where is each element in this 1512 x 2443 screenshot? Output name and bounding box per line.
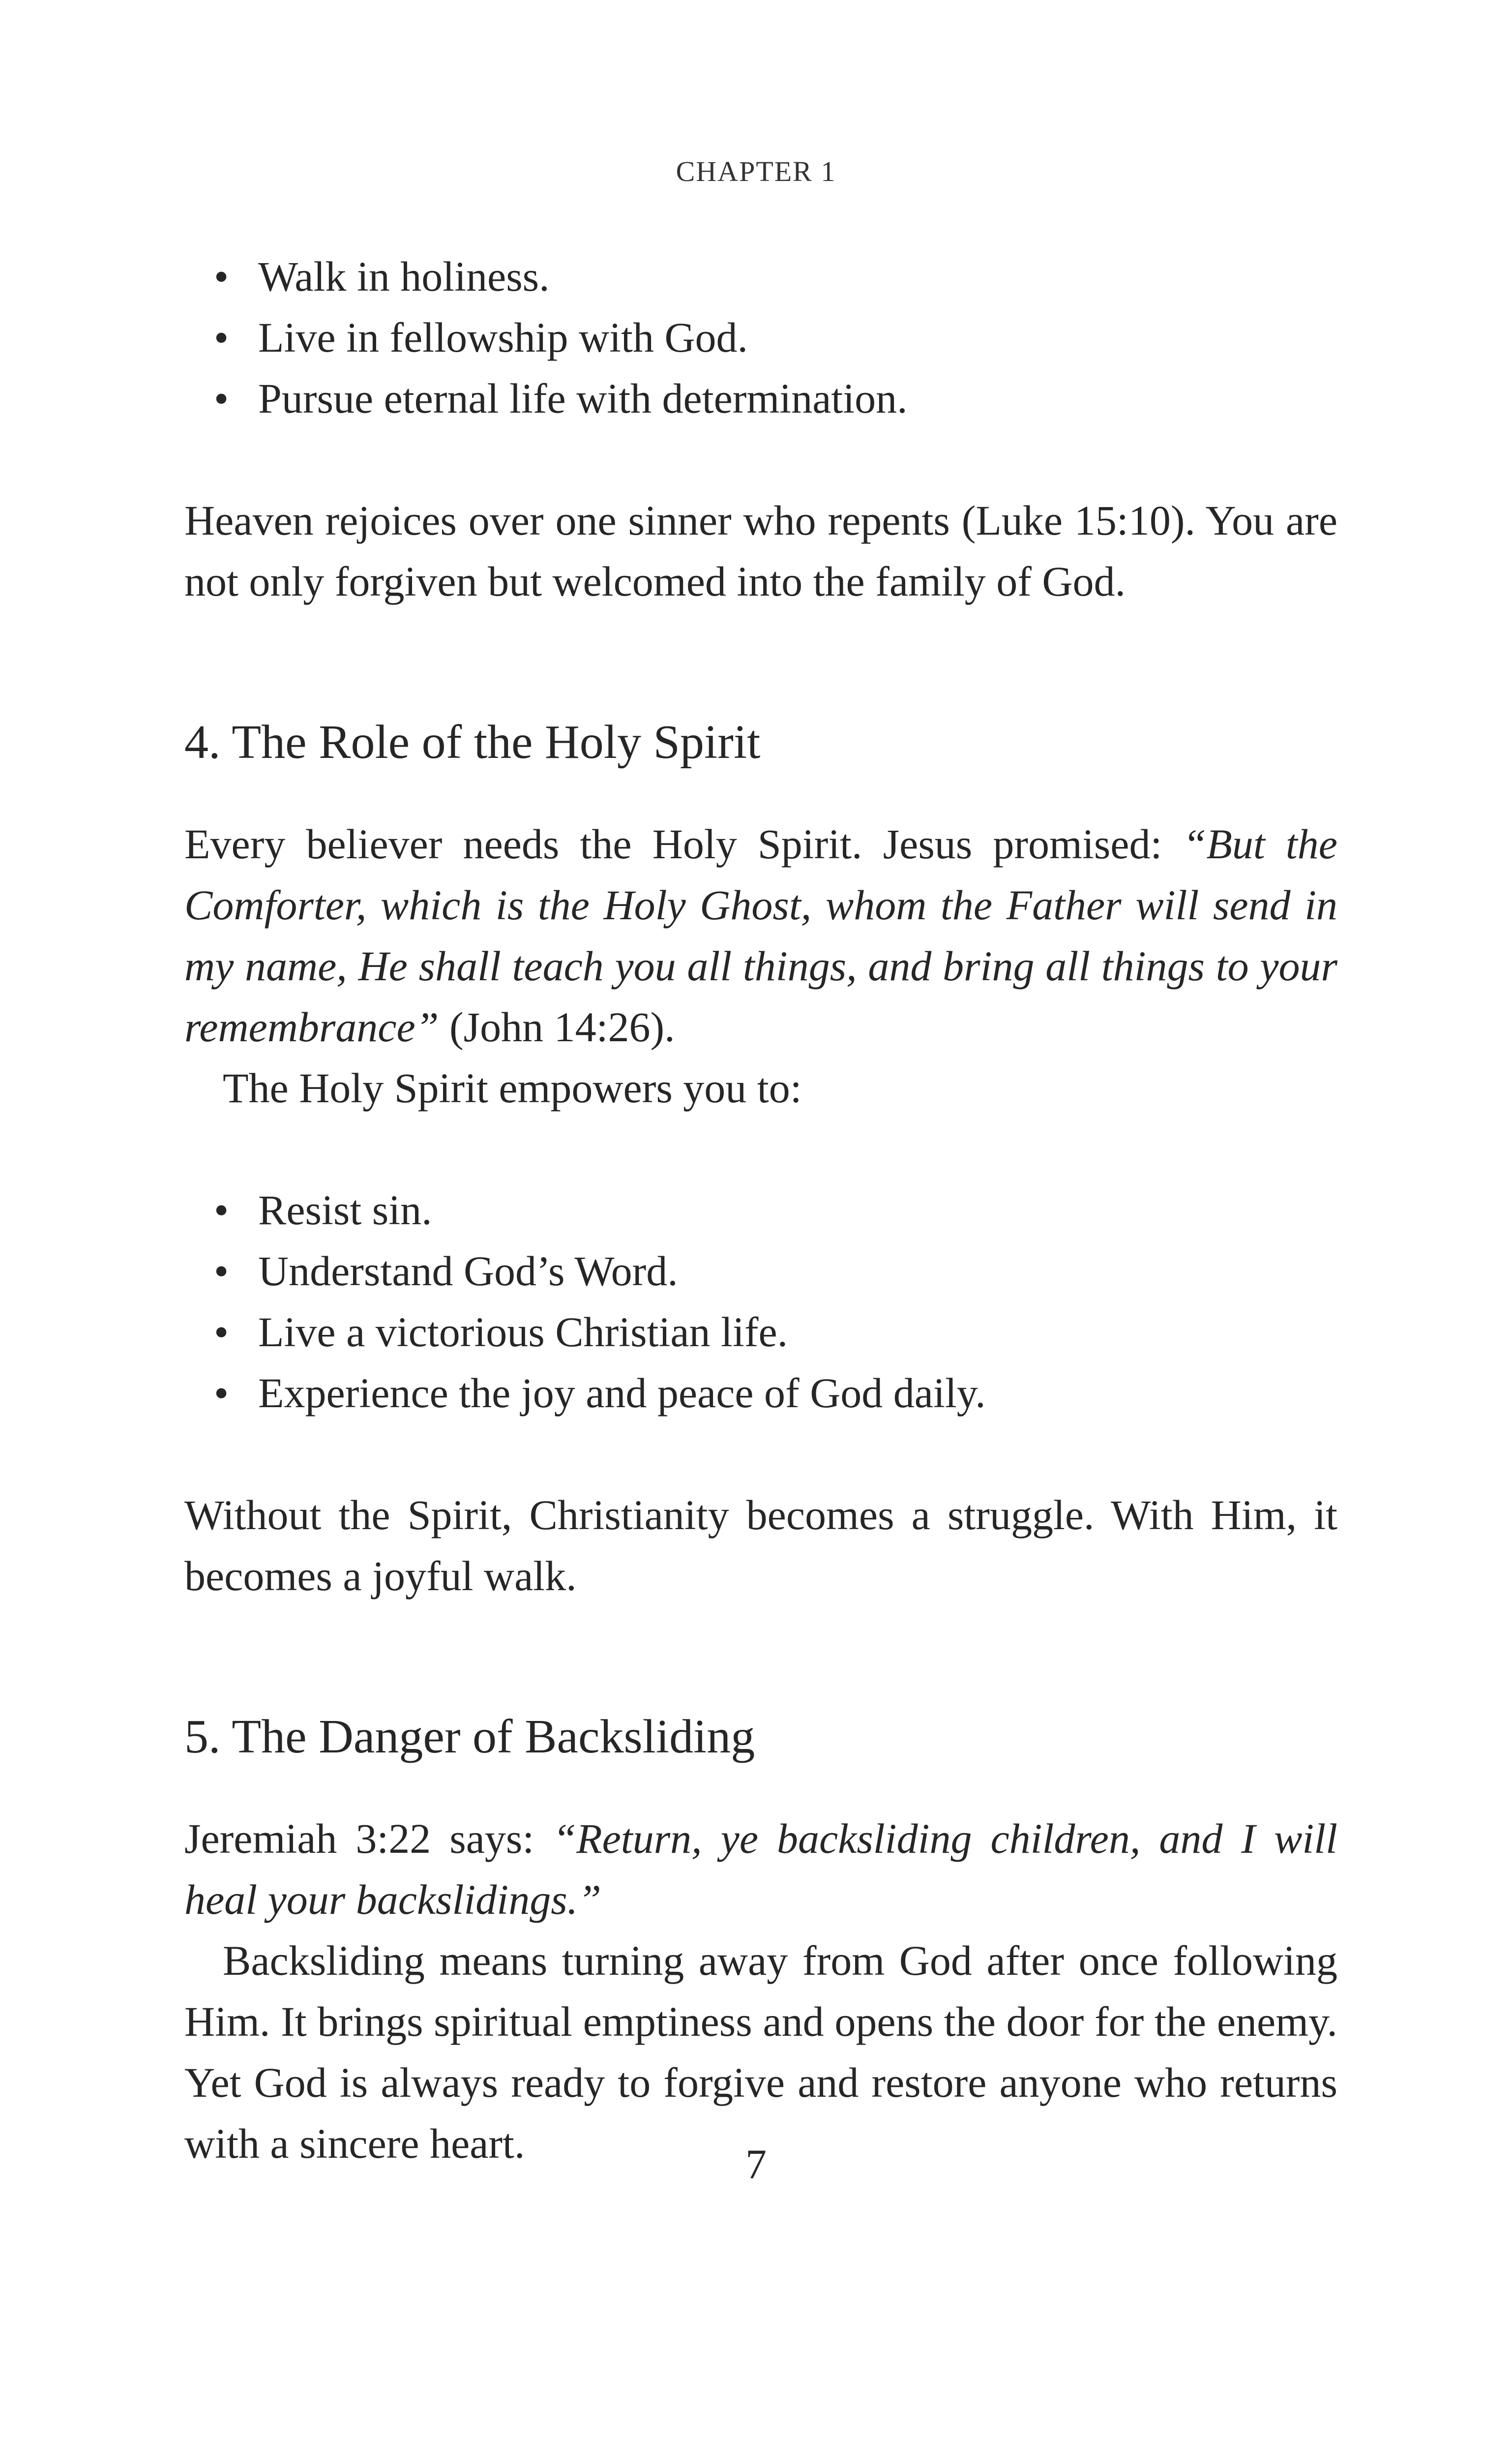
bullet-list-spirit	[184, 1179, 1337, 1423]
list-item: • Walk in holiness.	[184, 246, 1337, 307]
list-item: • Live in fellowship with God.	[184, 307, 1337, 368]
bullet-icon: •	[214, 1308, 229, 1356]
paragraph-empowers: The Holy Spirit empowers you to:	[223, 1064, 802, 1112]
paragraph-backsliding: Backsliding means turning away from God after once following Him. It brings spiritual emptiness and opens the door for the enemy. Yet God is always ready to forgive and restore anyone who returns with a sincere heart.	[184, 1937, 1337, 2167]
list-item: • Experience the joy and peace of God daily.	[184, 1362, 1337, 1423]
paragraph-without-spirit: Without the Spirit, Christianity becomes a struggle. With Him, it becomes a joyful walk.	[184, 1491, 1337, 1599]
paragraph-holy-spirit-intro: Every believer needs the Holy Spirit. Jesus promised: “But the Comforter, which is the Holy Ghost, whom the Father will send in my name, He shall teach you all things, and bring all things to your remembrance” (John 14:26).	[184, 820, 1337, 1051]
bullet-icon: •	[214, 1186, 229, 1234]
scripture-citation: (John 14:26).	[439, 1003, 675, 1051]
scripture-quote: “Return, ye backsliding children, and I will heal your backslidings.”	[184, 1815, 1337, 1923]
scripture-quote: “But the Comforter, which is the Holy Ghost, whom the Father will send in my name, He shall teach you all things, and bring all things to your remembrance”	[184, 820, 1337, 1051]
section-heading-backsliding: 5. The Danger of Backsliding	[184, 1710, 755, 1763]
page-number: 7	[745, 2141, 767, 2188]
bullet-icon: •	[214, 375, 229, 422]
list-item: • Resist sin.	[184, 1179, 1337, 1240]
bullet-icon: •	[214, 314, 229, 361]
list-item: • Live a victorious Christian life.	[184, 1301, 1337, 1362]
section-heading-holy-spirit: 4. The Role of the Holy Spirit	[184, 716, 761, 769]
bullet-list-top	[184, 246, 1337, 429]
bullet-icon: •	[214, 1369, 229, 1417]
page-body	[184, 246, 1337, 2174]
bullet-icon: •	[214, 1247, 229, 1295]
paragraph-jeremiah: Jeremiah 3:22 says: “Return, ye backsliding children, and I will heal your backslidings.”	[184, 1815, 1337, 1923]
paragraph-heaven: Heaven rejoices over one sinner who repents (Luke 15:10). You are not only forgiven but welcomed into the family of God.	[184, 497, 1337, 605]
bullet-icon: •	[214, 253, 229, 300]
list-item: • Understand God’s Word.	[184, 1240, 1337, 1301]
running-head: CHAPTER 1	[676, 155, 836, 187]
list-item: • Pursue eternal life with determination.	[184, 368, 1337, 429]
